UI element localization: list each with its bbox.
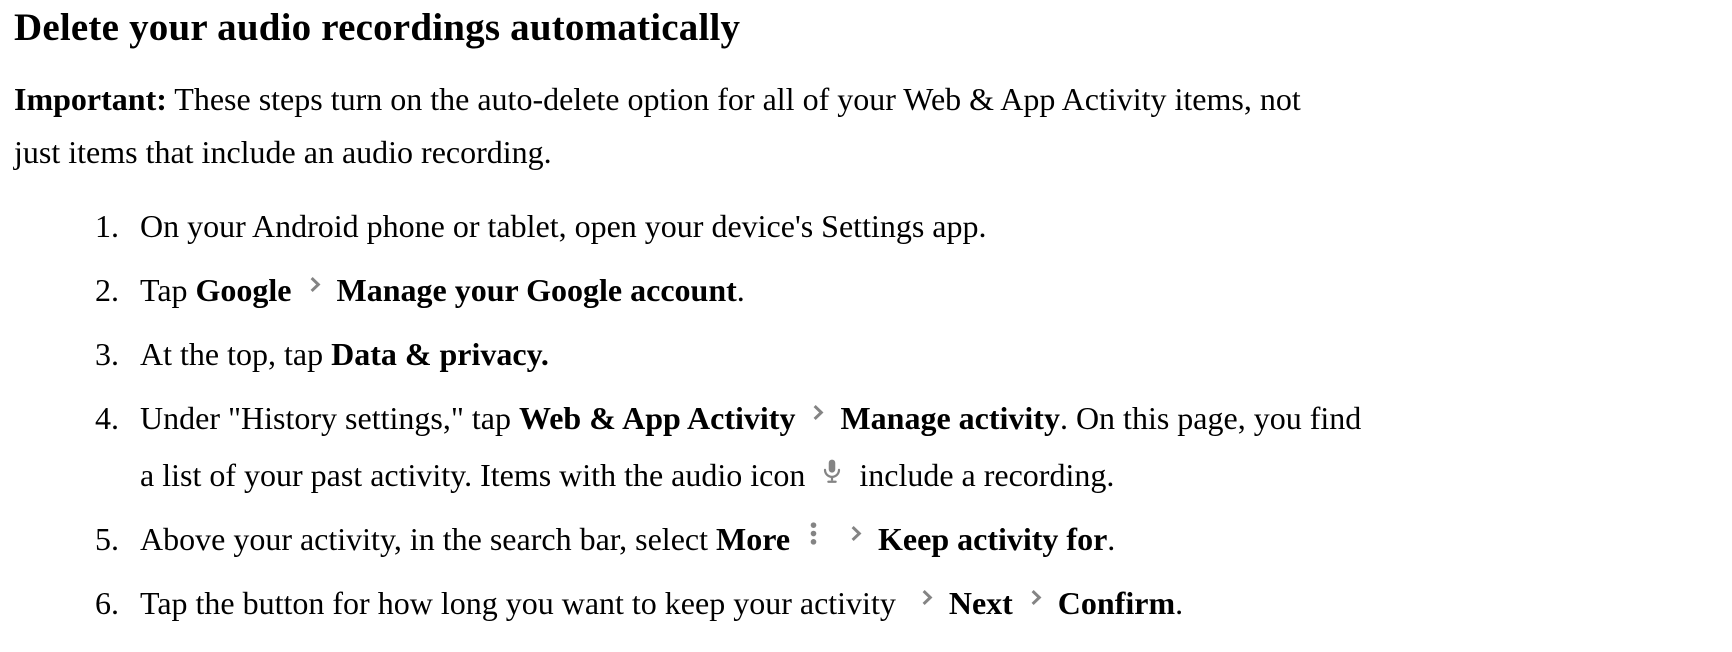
step-text: include a recording. — [851, 457, 1115, 493]
step-item-1 — [14, 198, 1712, 255]
step-text-bold: Confirm — [1057, 585, 1176, 621]
step-text-bold: Web & App Activity — [518, 400, 796, 436]
chevron-right-icon — [844, 522, 867, 545]
step-number: 3. — [95, 336, 119, 372]
step-text-bold: Keep activity for — [878, 521, 1108, 557]
step-text: . — [736, 272, 745, 308]
step-text-bold: More — [715, 521, 791, 557]
important-text-line1: These steps turn on the auto-delete option for all of your Web & App Activity items, not — [174, 81, 1301, 117]
step-item-6 — [14, 575, 1712, 632]
chevron-right-icon — [806, 401, 829, 424]
step-text: . On this page, you find — [1059, 400, 1362, 436]
important-label: Important: — [14, 81, 167, 117]
step-text-bold: Manage your Google account — [336, 272, 737, 308]
step-number: 6. — [95, 585, 119, 621]
more-vertical-icon — [800, 520, 827, 547]
step-text: At the top, tap — [140, 336, 332, 372]
important-note — [14, 73, 1712, 179]
step-item-2 — [14, 262, 1712, 319]
step-text-bold: Data & privacy. — [331, 336, 549, 372]
step-text-bold: Manage activity — [840, 400, 1060, 436]
step-number: 1. — [95, 208, 119, 244]
step-text: Tap — [140, 272, 196, 308]
step-text: a list of your past activity. Items with the audio icon — [140, 457, 814, 493]
step-number: 5. — [95, 521, 119, 557]
step-text: Under "History settings," tap — [140, 400, 519, 436]
chevron-right-icon — [1024, 586, 1047, 609]
chevron-right-icon — [303, 273, 326, 296]
step-text: Tap the button for how long you want to keep your activity — [140, 585, 904, 621]
step-text-bold: Next — [948, 585, 1013, 621]
step-item-4 — [14, 390, 1712, 504]
step-item-5 — [14, 511, 1712, 568]
steps-list — [14, 198, 1712, 632]
step-text: On your Android phone or tablet, open your device's Settings app. — [140, 208, 987, 244]
important-text-line2: just items that include an audio recording. — [14, 134, 552, 170]
chevron-right-icon — [915, 586, 938, 609]
step-text: . — [1107, 521, 1116, 557]
step-item-3 — [14, 326, 1712, 383]
microphone-icon — [818, 457, 846, 485]
page-title: Delete your audio recordings automatically — [14, 6, 741, 49]
step-number: 4. — [95, 400, 119, 436]
step-text: Above your activity, in the search bar, select — [140, 521, 716, 557]
step-number: 2. — [95, 272, 119, 308]
step-text-bold: Google — [195, 272, 292, 308]
step-text: . — [1175, 585, 1184, 621]
